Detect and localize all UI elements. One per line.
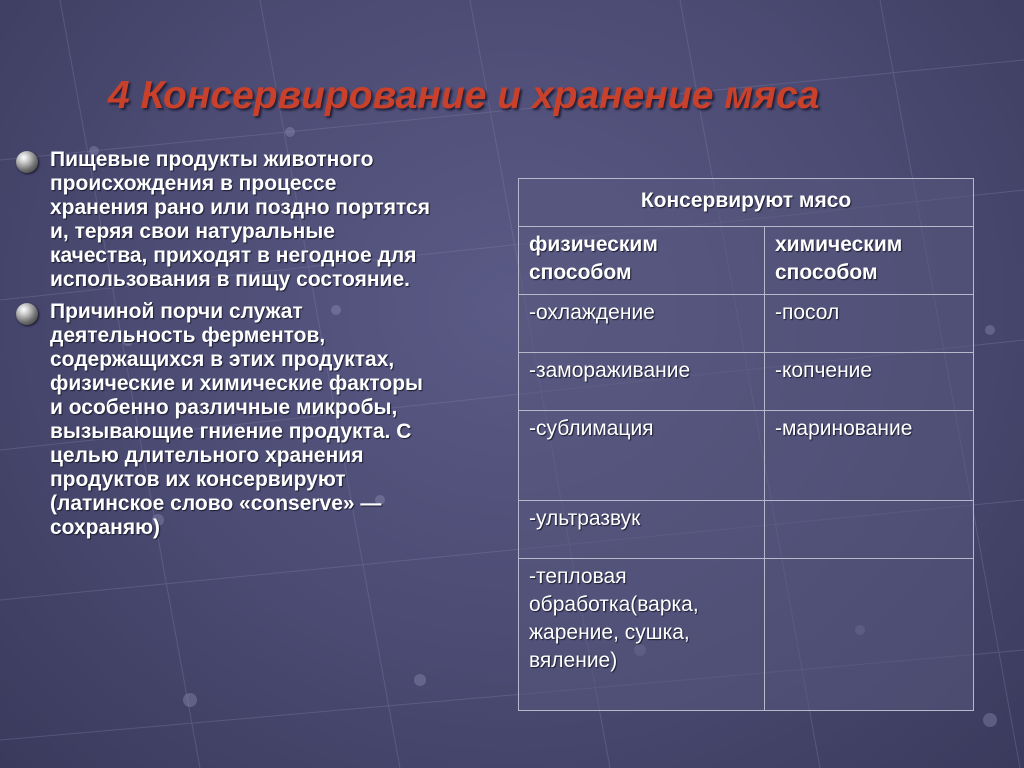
table-cell [765,559,974,711]
slide-title: 4 Консервирование и хранение мяса [108,74,820,117]
preservation-methods-table [518,178,974,711]
bullet-sphere-icon [16,303,38,325]
column-header-chemical: химическим способом [765,227,974,295]
column-header-physical: физическим способом [519,227,765,295]
bullet-item [14,300,434,540]
bullet-text: Причиной порчи служат деятельность ферментов, содержащихся в этих продуктах, физические и химические факторы и особенно различные микробы, вызывающие гниение продукта. С целью длительного хранения продуктов их консервируют (латинское слово «conserve» — сохраняю) [50,300,423,539]
table-cell: -посол [765,295,974,353]
table-cell [765,501,974,559]
bullet-text: Пищевые продукты животного происхождения в процессе хранения рано или поздно портятся и, теряя свои натуральные качества, приходят в негодное для использования в пищу состояние. [50,148,430,291]
table-cell: -ультразвук [519,501,765,559]
table-cell: -сублимация [519,411,765,501]
table-header: Консервируют мясо [519,179,974,227]
table-cell: -замораживание [519,353,765,411]
table-cell: -тепловая обработка(варка, жарение, сушка, вяление) [519,559,765,711]
table-cell: -маринование [765,411,974,501]
table-cell: -копчение [765,353,974,411]
table-cell: -охлаждение [519,295,765,353]
bullet-list [14,148,434,548]
bullet-sphere-icon [16,151,38,173]
bullet-item [14,148,434,292]
